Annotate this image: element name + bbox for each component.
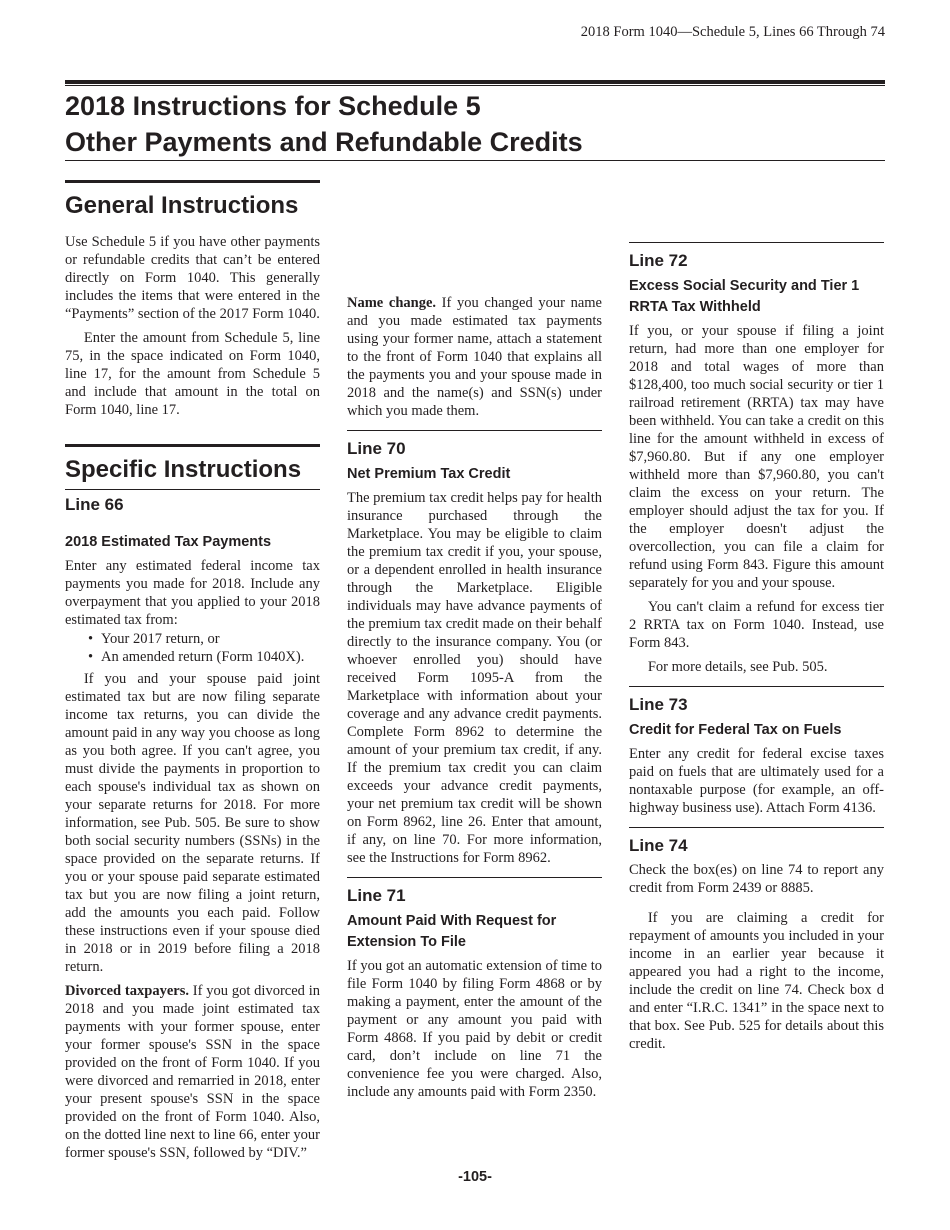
- line-70-paragraph-1: The premium tax credit helps pay for health insurance purchased through the Marketplace. You may be eligible to claim the premium tax credit if you, your spouse, or a dependent enrolled in health insurance through the Marketplace. Eligible individuals may have advance payments of the premium tax credit made on their behalf directly to the insurance company. You (or whoever enrolled you) should have received Form 1095-A from the Marketplace with information about your coverage and any advance credit payments. Complete Form 8962 to determine the amount of your premium tax credit, if any. If the premium tax credit you can claim exceeds your advance credit payments, your net premium tax credit will be shown on Form 8962, line 26. Enter that amount, if any, on line 70. For more information, see the Instructions for Form 8962.: [347, 490, 602, 866]
- divorced-taxpayers-text: If you got divorced in 2018 and you made joint estimated tax payments with your former spouse, enter your former spouse's SSN in the space provided on the front of Form 1040. If you were divorced and remarried in 2018, enter your present spouse's SSN in the space provided on the front of Form 1040. Also, on the dotted line next to line 66, enter your former spouse's SSN, followed by “DIV.”: [65, 983, 320, 1161]
- page-title-line2: Other Payments and Refundable Credits: [65, 127, 583, 157]
- line-72-section: [629, 242, 884, 676]
- line-66-bullet-list: [65, 630, 320, 666]
- line-66-paragraph-1: Enter any estimated federal income tax payments you made for 2018. Include any overpayment that you applied to your 2018 estimated tax from:: [65, 558, 320, 628]
- header-rule-thin: [65, 85, 885, 86]
- line-66-subheading: 2018 Estimated Tax Payments: [65, 534, 272, 550]
- column-3: [629, 182, 884, 1059]
- name-change-label: Name change.: [347, 295, 437, 311]
- column-2: [347, 182, 602, 1107]
- line-72-paragraph-3: For more details, see Pub. 505.: [647, 659, 828, 675]
- line-72-paragraph-1: If you, or your spouse if filing a joint return, had more than one employer for 2018 and total wages of more than $128,400, too much social security or tier 1 railroad retirement (RRTA) tax may have been withheld. You can take a credit on this line for the amount withheld in excess of $7,960.80. But if any one employer withheld more than $7,960.80, you can't claim the excess on your return. The employer should adjust the tax for you. If the employer doesn't adjust the overcollection, you can file a claim for refund using Form 843. Figure this amount separately for you and your spouse.: [629, 323, 884, 591]
- list-item: • An amended return (Form 1040X).: [101, 648, 320, 666]
- line-72-heading: Line 72: [629, 242, 884, 272]
- line-70-subheading: Net Premium Tax Credit: [347, 466, 511, 482]
- general-instructions-paragraph-2: Enter the amount from Schedule 5, line 75, in the space indicated on Form 1040, line 17, for the amount from Schedule 5 and include that amount in the total on Form 1040, line 17.: [65, 330, 320, 418]
- line-70-heading: Line 70: [347, 430, 602, 460]
- page-number: -105-: [458, 1169, 492, 1185]
- line-73-subheading: Credit for Federal Tax on Fuels: [629, 722, 842, 738]
- line-72-subheading: Excess Social Security and Tier 1 RRTA Tax Withheld: [629, 278, 860, 315]
- line-73-heading: Line 73: [629, 686, 884, 716]
- line-71-subheading: Amount Paid With Request for Extension To File: [347, 913, 557, 950]
- specific-instructions-section: [65, 444, 320, 1162]
- line-66-name-change-paragraph: [347, 294, 602, 420]
- line-74-paragraph-2: If you are claiming a credit for repayment of amounts you included in your income in an earlier year because it appeared you had a right to the income, include the credit on line 74. Check box d and enter “I.R.C. 1341” in the space next to that box. See Pub. 525 for details about this credit.: [629, 910, 884, 1052]
- column-1: [65, 180, 320, 1168]
- general-instructions-section: [65, 180, 320, 419]
- divorced-taxpayers-label: Divorced taxpayers.: [65, 983, 189, 999]
- line-73-section: [629, 686, 884, 817]
- list-item: • Your 2017 return, or: [101, 630, 320, 648]
- page-title: [65, 88, 885, 160]
- line-66-paragraph-2: If you and your spouse paid joint estimated tax but are now filing separate income tax returns, you can divide the amount paid in any way you choose as long as you both agree. If you can't agree, you must divide the payments in proportion to each spouse's individual tax as shown on your separate returns for 2018. For more information, see Pub. 505. Be sure to show both social security numbers (SSNs) in the space provided on the separate returns. If you or your spouse paid separate estimated tax but you are now filing a joint return, add the amounts you each paid. Follow these instructions even if your spouse died in 2018 or in 2019 before filing a 2018 return.: [65, 671, 320, 975]
- line-73-paragraph-1: Enter any credit for federal excise taxes paid on fuels that are ultimately used for a nontaxable purpose (for example, an off-highway business use). Attach Form 4136.: [629, 746, 884, 816]
- line-74-heading: Line 74: [629, 827, 884, 857]
- line-66-heading: Line 66: [65, 495, 124, 514]
- general-instructions-paragraph-1: Use Schedule 5 if you have other payments or refundable credits that can’t be entered directly on Form 1040. This generally includes the items that were entered in the “Payments” section of the 2017 Form 1040.: [65, 234, 320, 322]
- name-change-text: If you changed your name and you made estimated tax payments using your former name, attach a statement to the front of Form 1040 that explains all the payments you and your spouse made in 2018 and the name(s) and SSN(s) under which you made them.: [347, 295, 602, 419]
- line-70-section: [347, 430, 602, 867]
- line-74-section: [629, 827, 884, 1053]
- line-66-divorced-paragraph: [65, 982, 320, 1162]
- line-71-section: [347, 877, 602, 1101]
- running-header: 2018 Form 1040—Schedule 5, Lines 66 Through 74: [580, 24, 885, 40]
- line-72-paragraph-2: You can't claim a refund for excess tier 2 RRTA tax on Form 1040. Instead, use Form 843.: [629, 599, 884, 651]
- specific-instructions-heading: Specific Instructions: [65, 444, 320, 490]
- title-rule: [65, 160, 885, 161]
- general-instructions-heading: General Instructions: [65, 180, 320, 221]
- line-71-heading: Line 71: [347, 877, 602, 907]
- header-rule-thick: [65, 80, 885, 84]
- line-74-paragraph-1: Check the box(es) on line 74 to report any credit from Form 2439 or 8885.: [629, 862, 884, 896]
- page-title-line1: 2018 Instructions for Schedule 5: [65, 91, 481, 121]
- line-71-paragraph-1: If you got an automatic extension of time to file Form 1040 by filing Form 4868 or by making a payment, enter the amount of the payment or any amount you paid with Form 4868. If you paid by debit or credit card, don’t include on line 71 the convenience fee you were charged. Also, include any amounts paid with Form 2350.: [347, 958, 602, 1100]
